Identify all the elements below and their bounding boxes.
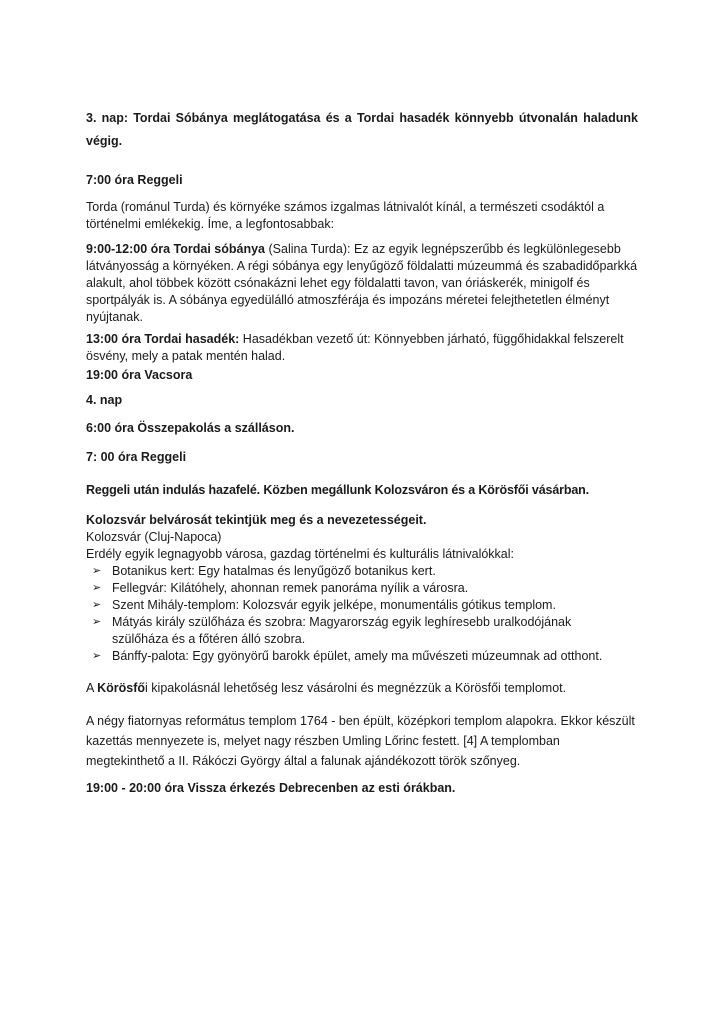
day4-packing: 6:00 óra Összepakolás a szálláson. — [86, 421, 295, 435]
day3-dinner: 19:00 óra Vacsora — [86, 368, 193, 382]
day4-breakfast: 7: 00 óra Reggeli — [86, 450, 187, 464]
day3-salt-mine-time: 9:00-12:00 óra Tordai sóbánya — [86, 242, 266, 256]
day3-salt-mine — [86, 241, 638, 326]
sight-text: Fellegvár: Kilátóhely, ahonnan remek panoráma nyílik a városra. — [112, 581, 469, 595]
korosfo-pre-text: A — [86, 681, 98, 695]
arrow-bullet-icon: ➢ — [92, 565, 102, 577]
arrow-bullet-icon: ➢ — [92, 650, 102, 662]
arrow-bullet-icon: ➢ — [92, 599, 102, 611]
day4-arrival: 19:00 - 20:00 óra Vissza érkezés Debrecenben az esti órákban. — [86, 781, 456, 795]
day3-gorge-time: 13:00 óra Tordai hasadék: — [86, 332, 240, 346]
kolozsvar-heading: Kolozsvár belvárosát tekintjük meg és a nevezetességeit. — [86, 513, 427, 527]
day4-heading: 4. nap — [86, 393, 123, 407]
list-item — [86, 580, 638, 597]
arrow-bullet-icon: ➢ — [92, 582, 102, 594]
sight-text: Bánffy-palota: Egy gyönyörű barokk épület, amely ma művészeti múzeumnak ad otthont. — [112, 649, 603, 663]
list-item — [86, 563, 638, 580]
list-item — [86, 648, 638, 665]
kolozsvar-name: Kolozsvár (Cluj-Napoca) — [86, 530, 222, 544]
day3-gorge-text: Hasadékban vezető út: Könnyebben járható, függőhidakkal felszerelt ösvény, mely a patak mentén halad. — [86, 332, 624, 363]
day3-breakfast: 7:00 óra Reggeli — [86, 173, 183, 187]
church-paragraph: A négy fiatornyas református templom 1764 - ben épült, középkori templom alapokra. Ekkor készült kazettás mennyezete is, melyet nagy részben Umling Lőrinc festett. [4] A templomban megtekinthető a II. Rákóczi György által a falunak ajándékozott török szőnyeg. — [86, 714, 635, 768]
sight-text: Mátyás király szülőháza és szobra: Magyarország egyik leghíresebb uralkodójának szülőháza és a főtéren álló szobra. — [112, 615, 572, 646]
kolozsvar-intro: Erdély egyik legnagyobb városa, gazdag történelmi és kulturális látnivalókkal: — [86, 547, 515, 561]
arrow-bullet-icon: ➢ — [92, 616, 102, 628]
sight-text: Botanikus kert: Egy hatalmas és lenyűgöző botanikus kert. — [112, 564, 436, 578]
day3-intro: Torda (románul Turda) és környéke számos izgalmas látnivalót kínál, a természeti csodáktól a történelmi emlékekig. Íme, a legfontosabbak: — [86, 200, 605, 231]
day3-gorge — [86, 331, 638, 365]
list-item — [86, 597, 638, 614]
day4-departure: Reggeli után indulás hazafelé. Közben megállunk Kolozsváron és a Körösfői vásárban. — [86, 483, 589, 497]
day3-heading: 3. nap: Tordai Sóbánya meglátogatása és a Tordai hasadék könnyebb útvonalán haladunk végig. — [86, 111, 638, 148]
kolozsvar-sights-list — [86, 563, 638, 665]
korosfo-post-text: i kipakolásnál lehetőség lesz vásárolni és megnézzük a Körösfői templomot. — [145, 681, 567, 695]
list-item — [86, 614, 638, 648]
korosfo-bold-text: Körösfő — [97, 681, 146, 695]
sight-text: Szent Mihály-templom: Kolozsvár egyik jelképe, monumentális gótikus templom. — [112, 598, 556, 612]
day3-salt-mine-text: (Salina Turda): Ez az egyik legnépszerűbb és legkülönlegesebb látványosság a környéken. A régi sóbánya egy lenyűgöző földalatti múzeummá és szabadidőparkká alakult, ahol többek között csónakázni lehet egy földalatti tavon, van óriáskerék, minigolf és sportpályák is. A sóbánya egyedülálló atmoszférája és impozáns méretei felejthetetlen élményt nyújtanak. — [86, 242, 638, 324]
korosfo-paragraph — [86, 680, 638, 697]
